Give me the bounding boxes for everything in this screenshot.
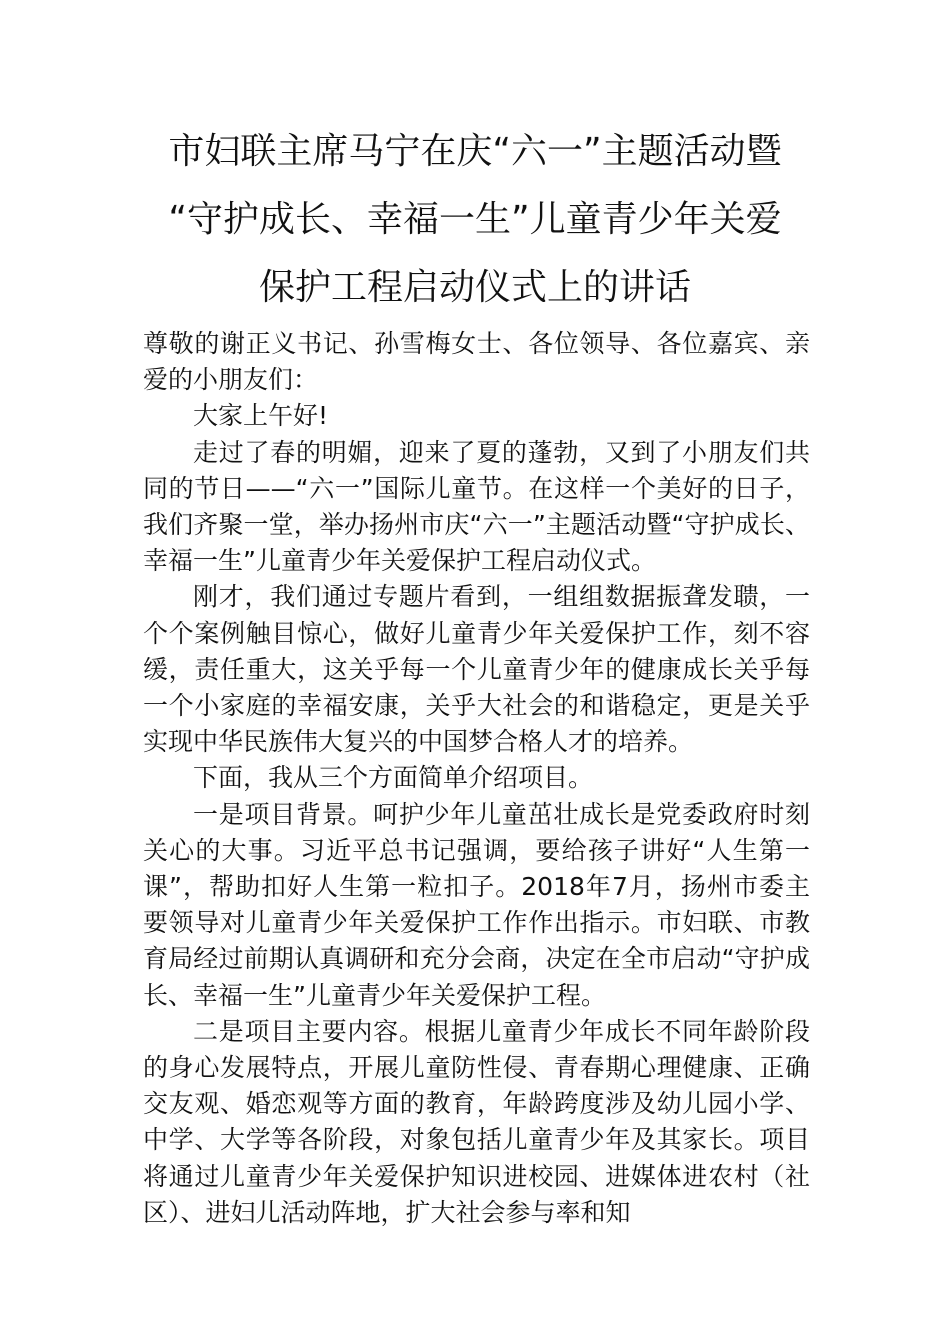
title-line-1: 市妇联主席马宁在庆“六一”主题活动暨 [168,131,782,172]
intro-paragraph: 下面，我从三个方面简单介绍项目。 [193,763,594,793]
speech-body [143,326,810,1231]
content-paragraph: 二是项目主要内容。根据儿童青少年成长不同年龄阶段的身心发展特点，开展儿童防性侵、青春期心理健康、正确交友观、婚恋观等方面的教育，年龄跨度涉及幼儿园小学、中学、大学等各阶段，对象包括儿童青少年及其家长。项目将通过儿童青少年关爱保护知识进校园、进媒体进农村（社区）、进妇儿活动阵地，扩大社会参与率和知 [143,1016,810,1227]
title-line-2: “守护成长、幸福一生”儿童青少年关爱 [168,199,782,240]
title-line-3: 保护工程启动仪式上的讲话 [258,267,691,308]
opening-paragraph: 走过了春的明媚，迎来了夏的蓬勃，又到了小朋友们共同的节日——“六一”国际儿童节。在这样一个美好的日子，我们齐聚一堂，举办扬州市庆“六一”主题活动暨“守护成长、幸福一生”儿童青少年关爱保护工程启动仪式。 [143,437,810,576]
background-paragraph: 一是项目背景。呵护少年儿童茁壮成长是党委政府时刻关心的大事。习近平总书记强调，要给孩子讲好“人生第一课”，帮助扣好人生第一粒扣子。2018年7月，扬州市委主要领导对儿童青少年关爱保护工作作出指示。市妇联、市教育局经过前期认真调研和充分会商，决定在全市启动“守护成长、幸福一生”儿童青少年关爱保护工程。 [143,799,810,1010]
significance-paragraph: 刚才，我们通过专题片看到，一组组数据振聋发聩，一个个案例触目惊心，做好儿童青少年关爱保护工作，刻不容缓，责任重大，这关乎每一个儿童青少年的健康成长关乎每一个小家庭的幸福安康，关乎大社会的和谐稳定，更是关乎实现中华民族伟大复兴的中国梦合格人才的培养。 [143,582,810,757]
document-title [0,118,950,322]
greeting-paragraph: 大家上午好! [193,401,329,431]
salutation: 尊敬的谢正义书记、孙雪梅女士、各位领导、各位嘉宾、亲爱的小朋友们： [143,329,810,395]
